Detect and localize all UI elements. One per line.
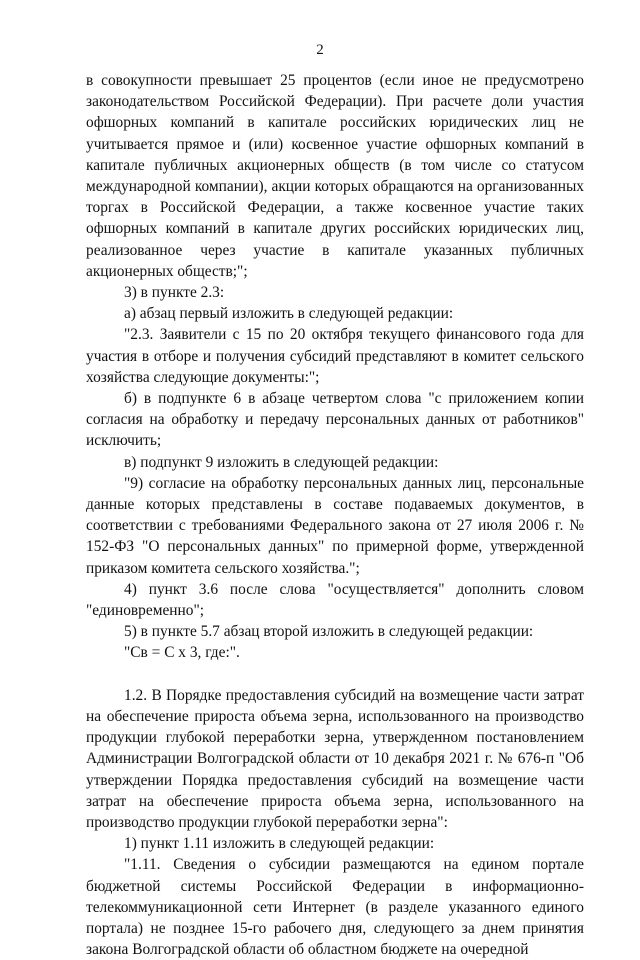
paragraph-subitem-v: в) подпункт 9 изложить в следующей редакции:	[124, 453, 439, 471]
formula-line: "Св = С х 3, где:".	[124, 644, 240, 662]
paragraph-item-3: 3) в пункте 2.3:	[124, 284, 225, 302]
paragraph-subitem-b: б) в подпункте 6 в абзаце четвертом слова "с приложением копии согласия на обработку и передачу персональных данных от работников" исключить;	[86, 390, 584, 450]
paragraph-section-1-2: 1.2. В Порядке предоставления субсидий на возмещение части затрат на обеспечение прироста объема зерна, использованного на производство продукции глубокой переработки зерна, утвержденном постановлением Администрации Волгоградской области от 10 декабря 2021 г. № 676-п "Об утверждении Порядка предоставления субсидий на возмещение части затрат на обеспечение прироста объема зерна, использованного на производство продукции глубокой переработки зерна":	[86, 686, 584, 831]
page-number: 2	[316, 42, 324, 58]
paragraph-item-5: 5) в пункте 5.7 абзац второй изложить в следующей редакции:	[124, 623, 534, 641]
paragraph-quote-2-3: "2.3. Заявители с 15 по 20 октября текущего финансового года для участия в отборе и получения субсидий представляют в комитет сельского хозяйства следующие документы:";	[86, 326, 584, 386]
paragraph-item-1: 1) пункт 1.11 изложить в следующей редакции:	[124, 835, 435, 853]
paragraph-quote-1-11: "1.11. Сведения о субсидии размещаются на едином портале бюджетной системы Российской Федерации в информационно-телекоммуникационной сети Интернет (в разделе указанного единого портала) не позднее 15-го рабочего дня, следующего за днем принятия закона Волгоградской области об областном бюджете на очередной	[86, 856, 584, 959]
paragraph-item-4: 4) пункт 3.6 после слова "осуществляется" дополнить словом "единовременно";	[86, 580, 584, 620]
document-body	[86, 70, 584, 960]
paragraph-quote-9: "9) согласие на обработку персональных данных лиц, персональные данные которых представлены в составе подаваемых документов, в соответствии с требованиями Федерального закона от 27 июля 2006 г. № 152-ФЗ "О персональных данных" по примерной форме, утвержденной приказом комитета сельского хозяйства.";	[86, 474, 584, 577]
paragraph-offshore-continuation: в совокупности превышает 25 процентов (если иное не предусмотрено законодательством Российской Федерации). При расчете доли участия офшорных компаний в капитале российских юридических лиц не учитывается прямое и (или) косвенное участие офшорных компаний в капитале публичных акционерных обществ (в том числе со статусом международной компании), акции которых обращаются на организованных торгах в Российской Федерации, а также косвенное участие таких офшорных компаний в капитале других российских юридических лиц, реализованное через участие в капитале указанных публичных акционерных обществ;";	[86, 72, 584, 280]
paragraph-subitem-a: а) абзац первый изложить в следующей редакции:	[124, 305, 454, 323]
